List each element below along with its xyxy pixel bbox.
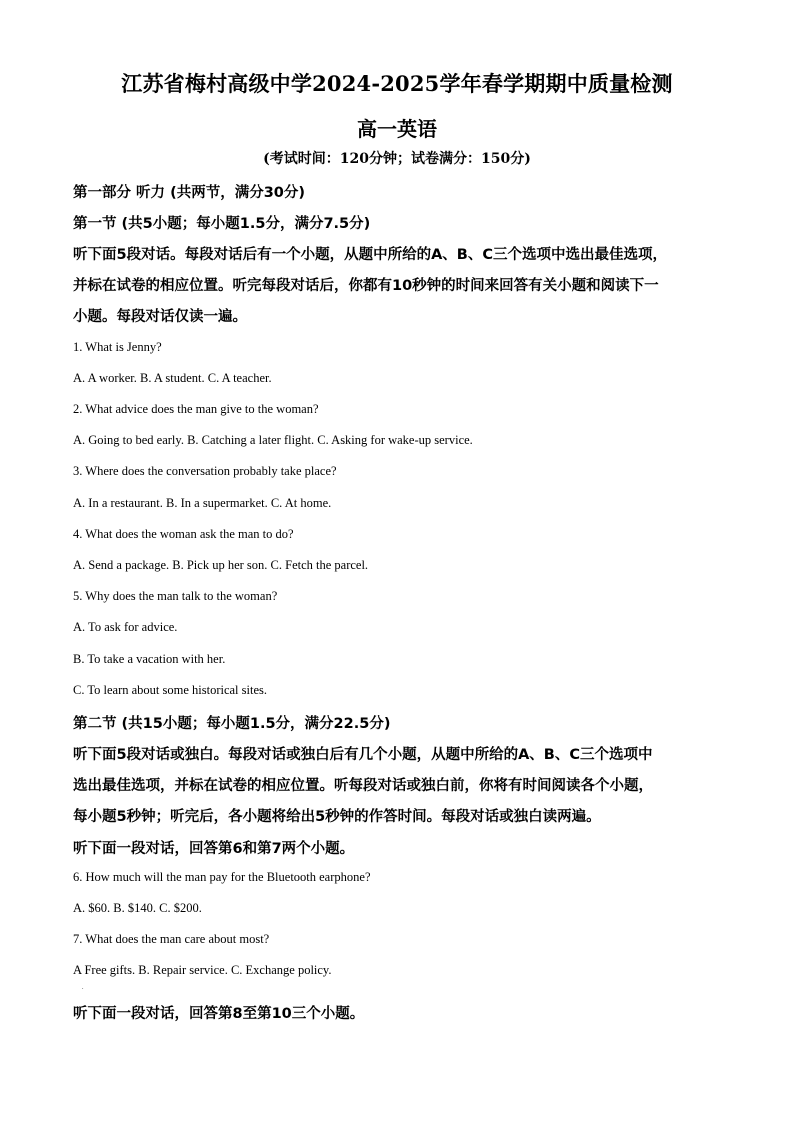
exam-info: (考试时间：120分钟；试卷满分：150分) bbox=[263, 151, 531, 167]
question-options: A. A worker. B. A student. C. A teacher. bbox=[73, 371, 272, 385]
stray-mark: . bbox=[82, 985, 84, 991]
question-text: 4. What does the woman ask the man to do? bbox=[73, 527, 294, 541]
question-text: 3. Where does the conversation probably take place? bbox=[73, 464, 337, 478]
question-option: C. To learn about some historical sites. bbox=[73, 683, 268, 697]
question-text: 5. Why does the man talk to the woman? bbox=[73, 589, 278, 603]
question-options: A Free gifts. B. Repair service. C. Exchange policy. bbox=[73, 963, 332, 977]
section2-heading: 第二节 (共15小题；每小题1.5分，满分22.5分) bbox=[73, 716, 391, 732]
section2-instruction-line: 每小题5秒钟；听完后，各小题将给出5秒钟的作答时间。每段对话或独白读两遍。 bbox=[73, 809, 601, 825]
section1-instruction-line: 并标在试卷的相应位置。听完每段对话后，你都有10秒钟的时间来回答有关小题和阅读下一 bbox=[73, 278, 659, 294]
question-option: B. To take a vacation with her. bbox=[73, 652, 226, 666]
section1-instruction-line: 小题。每段对话仅读一遍。 bbox=[73, 309, 247, 325]
question-options: A. $60. B. $140. C. $200. bbox=[73, 901, 202, 915]
question-options: A. Going to bed early. B. Catching a later flight. C. Asking for wake-up service. bbox=[73, 433, 473, 447]
group-heading: 听下面一段对话，回答第6和第7两个小题。 bbox=[73, 841, 355, 857]
question-options: A. In a restaurant. B. In a supermarket. C. At home. bbox=[73, 496, 332, 510]
question-options: A. Send a package. B. Pick up her son. C. Fetch the parcel. bbox=[73, 558, 369, 572]
section1-instruction-line: 听下面5段对话。每段对话后有一个小题，从题中所给的A、B、C三个选项中选出最佳选项， bbox=[73, 247, 668, 263]
question-text: 7. What does the man care about most? bbox=[73, 932, 270, 946]
section2-instruction-line: 听下面5段对话或独白。每段对话或独白后有几个小题，从题中所给的A、B、C三个选项中 bbox=[73, 747, 653, 763]
group-heading: 听下面一段对话，回答第8至第10三个小题。 bbox=[73, 1006, 365, 1022]
question-text: 2. What advice does the man give to the woman? bbox=[73, 402, 319, 416]
question-text: 1. What is Jenny? bbox=[73, 340, 162, 354]
exam-subject: 高一英语 bbox=[357, 117, 437, 141]
section2-instruction-line: 选出最佳选项，并标在试卷的相应位置。听每段对话或独白前，你将有时间阅读各个小题， bbox=[73, 778, 653, 794]
question-text: 6. How much will the man pay for the Bluetooth earphone? bbox=[73, 870, 371, 884]
question-option: A. To ask for advice. bbox=[73, 620, 178, 634]
section1-heading: 第一节 (共5小题；每小题1.5分，满分7.5分) bbox=[73, 216, 371, 232]
exam-title: 江苏省梅村高级中学2024-2025学年春学期期中质量检测 bbox=[121, 71, 673, 96]
part1-heading: 第一部分 听力 (共两节，满分30分) bbox=[73, 185, 306, 201]
